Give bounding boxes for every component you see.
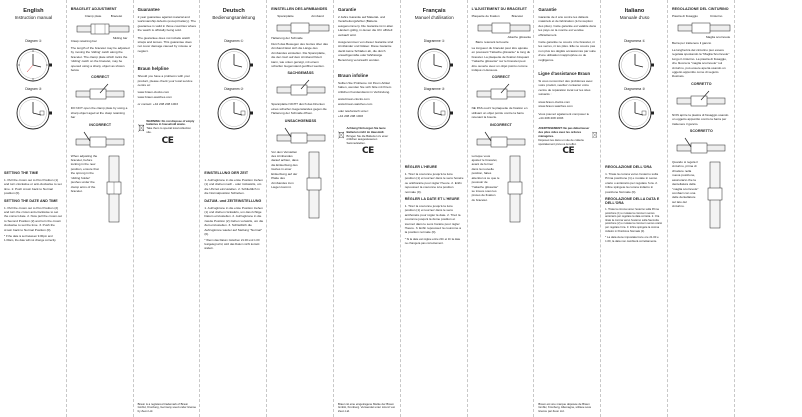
strap-clasp-icon (676, 20, 732, 36)
ce-mark-icon: CE (161, 135, 174, 146)
holder-label: Barra per trattenere il gancio (671, 41, 712, 45)
cinturino-heading: REGOLAZIONE DEL CINTURINO (671, 7, 729, 11)
incorrect-label: INCORRECT (490, 122, 512, 127)
warning-text: Bringen Sie die Batterien zu einer örtlichen ausgewiesenen Sammelstellen. (346, 133, 389, 146)
language-title: Deutsch (222, 8, 245, 14)
armband-column (267, 0, 334, 417)
garantie-text-1: Garantie de 2 ans contre les défauts matériels et de fabrication (à l'exception des piles). Cette garantie est valable dans les pays où la montre est vendue officiellement. (538, 15, 596, 37)
watch-diagram-2-icon (615, 93, 655, 133)
ce-mark-icon: CE (361, 145, 374, 156)
crossed-bin-icon (592, 127, 598, 143)
incorrect-opening-icon (675, 136, 727, 158)
armband-text-1: Durch das Bewegen des Gurtes über das Armband lässt sich die Länge des Armbandes einstellen. Die Spannplatte, die den Gurt auf dem Armband fixiert kann, wie unten gezeigt, mit einem scharfen Gegenstand geöffnet werden. (271, 42, 328, 69)
web-link-1[interactable]: www.braun-clocks.com (538, 99, 571, 104)
setting-time-heading: SETTING THE TIME (4, 171, 39, 175)
guarantee-en-column (134, 0, 201, 417)
infoline-heading: Braun infoline (337, 73, 369, 79)
garantie-fr-column (534, 0, 601, 417)
time-text: 1. Tirate la corona verso l'esterno sulla Prima posizione (1) e ruotate in senso orario o antiorario per regolare l'ora. 2. Infine spingete la corona indietro in posizione Normale (0). (605, 172, 659, 194)
sliding-holder-icon (502, 154, 528, 224)
language-title: Français (422, 8, 446, 14)
garantie-heading: Garantie (337, 7, 357, 12)
francais-column (401, 0, 468, 417)
date-note: * La data viene impostata tra le ore 21.00 e 1.00, la data non cambierà correttamente. (605, 235, 659, 243)
infoline-text: Sollten Sie Probleme mit Ihrem Artikel haben, wenden Sie sich bitte mit Ihrem örtlichen Kundendienst in Verbindung. (337, 81, 392, 94)
armband-heading: EINSTELLEN DES ARMBANDES (271, 7, 328, 11)
assistance-text: Si vous rencontrez des problèmes avec votre produit, veuillez contacter votre centre de réparation local sur les sites suivants : (538, 79, 593, 97)
diagram-1-label: Diagramma ① (624, 39, 646, 43)
diagram-2-label: Diagramm ② (224, 87, 244, 91)
bracelet-en-column (67, 0, 134, 417)
web-link-2[interactable]: www.braun-watches.com (137, 94, 172, 99)
crossed-bin-icon (138, 120, 145, 136)
cinturino-text-1: La lunghezza del cinturino può essere regolata spostando la "Maglia Scorrevole" lungo il cinturino. La piastra di fissaggio, che blocca la "maglia scorrevole" sul cinturino, può essere aperta usando un oggetto appuntito come di seguito illustrato. (671, 48, 730, 79)
language-subtitle: Manuel d'utilisation (414, 15, 454, 20)
armband-diagram (271, 14, 330, 42)
cinturino-text-3: Quando si regola il cinturino, prima di chiudere nella nuova posizione, assicurarsi che la dentellatura della "maglia scorrevole" combaci con una delle dentellature sul lato del cinturino. (671, 160, 699, 209)
clamp-label: Spannplatte (277, 14, 294, 18)
incorrect-label: INCORRECT (89, 122, 112, 127)
date-note: * Si la date est réglée entre 21h et 1h la date ne changera pas correctement. (404, 236, 461, 245)
bracelet-heading: L'AJUSTEMENT DU BRACELET (471, 7, 527, 11)
sliding-holder-icon (702, 160, 728, 230)
bracelet-text-2: NE PAS ouvrir la plaquette de fixation en utilisant un objet pointu contre la barre retenant la boucle. (471, 106, 528, 120)
date-text: 1. Tirez la couronne jusqu'à la 1ère position (1) et tournez dans le sens antihoraire pour régler la date. 2. Tirez la couronne jusqu'à la 2ème position et tournez dans le sens horaire pour régler l'heure. 3. Enfin repoussez la couronne à la position normale (0). (404, 204, 461, 235)
correct-label: SACHGEMÄSS (287, 71, 314, 76)
sliding-label: Maglia scorrevole (705, 35, 731, 39)
incorrect-opening-icon (74, 130, 126, 152)
language-subtitle: Instruction manual (14, 15, 53, 20)
diagram-2-label: Diagram ② (25, 87, 42, 91)
phone-prefix: Vous pouvez également composer le (538, 111, 590, 116)
incorrect-opening-icon (275, 126, 327, 148)
warning-heading: WARNING: Do not dispose of empty batteries in household waste. (146, 118, 195, 127)
watch-diagram-1-icon (414, 45, 454, 85)
cinturino-diagram (672, 14, 731, 48)
trademark-footer: Braun est une marque déposée de Braun GmbH, Kronberg, Allemagne, utilisée sous licence par Zeon Ltd. (538, 401, 592, 414)
time-heading: EINSTELLUNG DER ZEIT (204, 171, 249, 175)
clasp-bar-label: Clasp retaining bar (70, 39, 97, 43)
incorrect-opening-icon (475, 130, 527, 152)
date-note: * Wenn das Datum zwischen 21.00 und 1.00 festgelegt wird, wird das Datum nicht korrekt ändern. (204, 238, 260, 251)
phone-prefix: oder telefonisch unter: (337, 109, 369, 114)
incorrect-label: SCORRETTO (689, 129, 713, 134)
watch-diagram-1-icon (615, 45, 655, 85)
web-link-1[interactable]: www.braun-clocks.com (337, 97, 370, 102)
web-link-2[interactable]: www.braun-watches.com (538, 104, 573, 109)
web-link-1[interactable]: www.braun-clocks.com (137, 90, 170, 95)
trademark-footer: Braun ist eine eingetragene Marke der Braun GmbH, Kronberg. Verwendet unter Lizenz von Zeon Ltd. (337, 401, 396, 414)
bracelet-text-2: DO NOT open the clamp plate by using a sharp object aged at the clasp retaining bar (70, 106, 128, 120)
bracelet-text-3: When adjusting the bracelet, before locking in the new position, ensure that the sprung in the 'sliding holder' pushes under the clamp arms of the bracelet. (70, 153, 99, 193)
english-column (0, 0, 67, 417)
date-heading: REGOLAZIONE DELLA DATA E DELL'ORA (605, 197, 660, 206)
sliding-holder-icon (101, 154, 127, 224)
guarantee-text-1: 2 year guarantee against material and workmanship defects (except battery). The guarantee is valid in those countries where the watch is officially being sold. (137, 15, 197, 33)
armband-clasp-icon (275, 20, 331, 36)
warning-heading: AVERTISSEMENT: Ne pas débarrasser des piles vides avec les ordures ménagères. (538, 126, 590, 138)
cinturino-column (668, 0, 735, 417)
italiano-column (601, 0, 668, 417)
bracelet-label: Bracelet (110, 14, 123, 18)
diagram-2-label: Diagramma ② (624, 87, 646, 91)
bracelet-text-1: La longueur du bracelet peut être ajustée en poussant "l'attache glissante" le long du bracelet. La plaquette de fixation bloquant "l'attache glissante" sur le bracelet peut être ouverte avec un objet pointu comme indiqué ci-dessous. (471, 46, 531, 73)
setting-date-heading: SETTING THE DATE AND TIME (4, 198, 58, 203)
clamp-label: Piastra di fissaggio (671, 14, 698, 18)
sliding-holder-icon (301, 150, 327, 220)
time-text: 1. Aufzugkrone in die erste Position ziehen (1) und drehen nach - oder rückwärts, um die Uhrzeit einzustellen. 2. Schließlich in die Normalposition Schieben. (204, 178, 263, 196)
time-heading: REGOLAZIONE DELL'ORA (605, 165, 652, 169)
trademark-footer: Braun is a registered trademark of Braun GmbH, Kronberg, Germany used under license by Zeon Ltd. (137, 401, 197, 414)
helpline-text: Should you have a problems with your product, please check your local service centre at: (137, 74, 193, 88)
bracelet-diagram (472, 14, 531, 46)
bracelet-fr-column (468, 0, 535, 417)
diagram-1-label: Diagram ① (25, 39, 42, 43)
armband-text-3: Vor dem Verstellen des Armbandes darauf achten, dass die Einkerbung des Gurtes in einer Einkerbung auf der Platte des Armbandes zum Liegen kommt. (271, 149, 299, 189)
correct-label: CORRECT (91, 75, 110, 80)
time-text: 1. Tirez la couronne jusqu'à la 1ère position (1) et tournez dans le sens horaire ou antihoraire pour régler l'heure. 2. Enfin repoussez la couronne à la position normale (0). (404, 172, 464, 194)
language-title: English (23, 8, 44, 14)
date-text: 1. Tirate la corona verso l'esterno sulla Prima posizione (1) e ruotate la corona in senso antiorario per regolare la data corretta. 2. Ora tirate la corona verso l'esterno sulla Seconda posizione (2) e ruotate la corona in senso orario per regolare l'ora. 3. Infine spingete la corona indietro in Posizione Normale (0). (605, 208, 663, 233)
armband-label: Armband (311, 14, 324, 18)
garantie-text-2: Cette garantie ne couvre ni le bracelet, ni les verres, ni les piles. Elle ne couvre pas non plus les dégâts occasionnés par suite d'une utilisation inappropriée ou de négligence. (538, 40, 596, 62)
clamp-plate-label: Clamp plate (84, 14, 102, 18)
date-text: 1. Aufzugkrone in die erste Position ziehen (1) und drehen rückwärts, um das richtige Datum einzustellen. 2. Aufzugkrone in die zweite Position (2) ziehen vorwärts, um die Zeit einzustellen. 3. Schließlich die Aufzugkrone wieder auf Stellung "Normal" (0). (204, 205, 264, 237)
garantie-de-column (334, 0, 401, 417)
correct-opening-icon (275, 78, 327, 100)
phone-contact: +44 208 208 1003 (337, 113, 364, 118)
warning-text: Déposez-les dans un site de collecte spécialement prévu à cet effet. (538, 137, 584, 146)
garantie-text-1: 2 Jahre Garantie auf Material- und Verarbeitungsfehler (Batterie ausgenommen). Die Garantie ist in allen Ländern gültig, in denen die Uhr offiziell verkauft wird. (337, 15, 394, 37)
holder-label: Barre retenant la boucle (475, 40, 509, 44)
diagram-2-label: Diagramme ② (423, 87, 445, 91)
sliding-label: Attache glissante (507, 35, 532, 39)
diagram-1-label: Diagramme ① (423, 39, 445, 43)
bracelet-label: Bracelet (511, 14, 523, 18)
watch-diagram-2-icon (414, 93, 454, 133)
blank-panel (735, 0, 802, 417)
setting-date-text: 1. Pull the crown out to Pos Position (2) and turn the crown anti-clockwise to set the correct date. 2. Now pull the crown out to Second Position (2) and turn the crown clockwise to set the time. 3. Push the crown back to Normal Position (0). (4, 205, 62, 232)
web-link-2[interactable]: www.braun-watches.com (337, 101, 373, 106)
correct-label: CORRECT (491, 75, 511, 80)
cinturino-text-2: NON aprire la piastra di fissaggio usando un oggetto appuntito contro la barra per trattenere il gancio. (671, 112, 729, 126)
guarantee-heading: Guarantee (137, 7, 160, 12)
holder-label: Halterung der Schnalle (271, 36, 303, 40)
ce-mark-icon: CE (562, 146, 575, 157)
incorrect-label: UNSACHGEMÄSS (284, 118, 317, 123)
garantie-text-2: Ausgenommen von dieser Garantie sind Armbänder und Gläser. Diese Garantie deckt keine Schäden ab, die durch unsachgemäße oder fahrlässige Benutzung verursacht wurden. (337, 40, 394, 62)
phone-contact: +44 208 208 1003 (538, 115, 564, 120)
assistance-heading: Ligne d'assistance Braun (538, 71, 591, 77)
bracelet-clasp-icon (476, 20, 532, 36)
bracelet-heading: BRACELET ADJUSTMENT (70, 7, 117, 11)
helpline-heading: Braun helpline (137, 66, 169, 72)
bracelet-text-3: Lorsque vous ajustez le bracelet, avant de fermer dans la nouvelle position, faites attention à ce que le poussoir de "l'attache glissante" se trouve sous les pinces de fixation du bracelet. (471, 153, 500, 202)
date-heading: RÉGLER LA DATE ET L'HEURE (404, 197, 460, 202)
clamp-label: Plaquette de fixation (471, 14, 500, 18)
diagram-1-label: Diagramm ① (224, 39, 244, 43)
warning-heading: Achtung! Entsorgen Sie leere Batterien nicht im Hausmüll. (346, 125, 386, 134)
strap-label: Cinturino (709, 14, 723, 18)
guarantee-text-2: The guarantee does not include watch straps and lenses. This guarantee does not cover damage caused by misuse or neglect. (137, 35, 192, 53)
phone-contact: or contact: +44 208 208 1003 (137, 102, 178, 107)
armband-text-2: Spannplatte NICHT durch das Drucken eines scharfen Gegenstandes gegen die Halterung der Schnalle öffnen. (271, 102, 327, 116)
setting-time-text: 1. Pull the crown out to Pos Position (1) and turn clockwise or anti-clockwise to set time. 2. Push crown back to Normal position (0). (4, 178, 62, 196)
deutsch-column (200, 0, 267, 417)
correct-opening-icon (675, 89, 727, 111)
correct-opening-icon (475, 82, 527, 104)
garantie-heading: Garantie (538, 7, 557, 12)
language-subtitle: Bedienungsanleitung (212, 15, 256, 20)
setting-date-note: * If the date is set between 9.00pm and 1.00am, the date will not change correctly. (4, 234, 57, 242)
date-heading: DATUM- und ZEITEINSTELLUNG (204, 198, 262, 203)
language-subtitle: Manuale d'uso (619, 15, 650, 20)
crossed-bin-icon (338, 127, 344, 143)
time-heading: RÉGLER L'HEURE (404, 165, 438, 169)
bracelet-diagram (71, 14, 130, 46)
bracelet-text-1: The length of the bracelet may be adjusted by moving the 'sliding' catch along the bracelet. The clamp plate which locks the 'sliding' catch on the bracelet, may be opened using a sharp, object as shown below (70, 46, 130, 73)
correct-opening-icon (74, 82, 126, 104)
warning-text: Take them to special local collection site. (146, 126, 191, 135)
watch-diagram-1-icon (13, 45, 53, 85)
correct-label: CORRETTO (691, 81, 712, 86)
watch-diagram-1-icon (214, 45, 254, 85)
watch-diagram-2-icon (13, 93, 53, 133)
language-title: Italiano (624, 8, 645, 14)
watch-diagram-2-icon (214, 93, 254, 133)
sliding-bar-label: Sliding bar (112, 36, 128, 40)
